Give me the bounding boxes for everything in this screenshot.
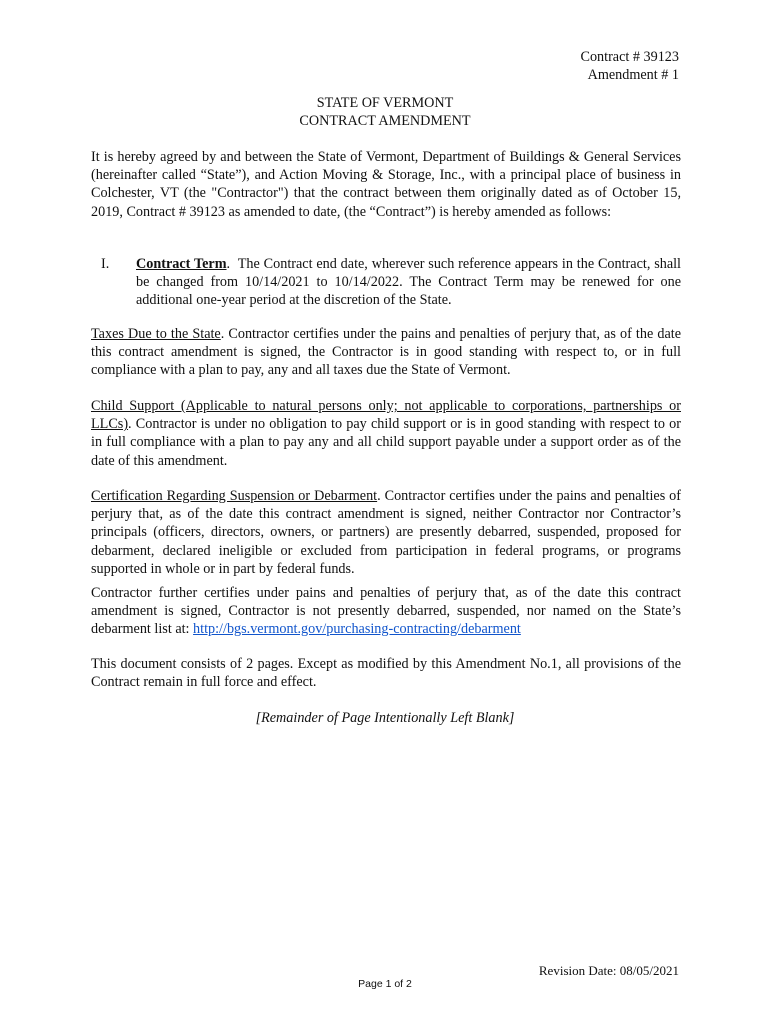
certification-paragraph — [91, 487, 681, 578]
child-support-heading: Child Support (Applicable to natural persons only; not applicable to corporations, partnerships or LLCs) — [91, 398, 681, 433]
item-text: The Contract end date, wherever such reference appears in the Contract, shall be changed from 10/14/2021 to 10/14/2022. The Contract Term may be renewed for one additional one-year period at the discretion of the State. — [136, 256, 682, 309]
page-number: Page 1 of 2 — [358, 978, 412, 990]
child-support-paragraph — [91, 397, 681, 470]
consists-paragraph: This document consists of 2 pages. Except as modified by this Amendment No.1, all provisions of the Contract remain in full force and effect. — [91, 656, 681, 691]
taxes-paragraph — [91, 325, 681, 380]
document-title — [0, 94, 770, 130]
item-contract-term — [136, 255, 681, 310]
closing-note: [Remainder of Page Intentionally Left Blank] — [255, 710, 515, 726]
further-paragraph — [91, 584, 681, 639]
title-line-2: CONTRACT AMENDMENT — [299, 113, 471, 130]
title-line-1: STATE OF VERMONT — [316, 95, 454, 111]
certification-text: . Contractor certifies under the pains and penalties of perjury that, as of the date this contract amendment is signed, neither Contractor nor Contractor’s principals (officers, directors, owners, or partners) are presently debarred, suspended, proposed for debarment, declared ineligible or excluded from participation in federal programs, or programs supported in whole or in part by federal funds. — [91, 488, 681, 577]
amendment-number: Amendment # 1 — [587, 67, 679, 84]
debarment-link[interactable]: http://bgs.vermont.gov/purchasing-contracting/debarment — [193, 621, 521, 638]
item-heading: Contract Term — [136, 256, 227, 272]
revision-date: Revision Date: 08/05/2021 — [538, 963, 679, 978]
contract-header — [580, 48, 679, 84]
further-text: Contractor further certifies under pains and penalties of perjury that, as of the date this contract amendment is signed, Contractor is not presently debarred, suspended, nor named on the State’s debarment list at: — [91, 585, 681, 638]
item-number: I. — [101, 256, 110, 272]
child-support-text: . Contractor is under no obligation to pay child support or is in good standing with respect to or in full compliance with a plan to pay any and all child support payable under a support order as of the date of this amendment. — [91, 416, 681, 469]
taxes-heading: Taxes Due to the State — [91, 326, 221, 342]
certification-heading: Certification Regarding Suspension or Debarment — [91, 488, 378, 504]
taxes-text: . Contractor certifies under the pains and penalties of perjury that, as of the date this contract amendment is signed, the Contractor is in good standing with respect to, or in full compliance with a plan to pay, any and all taxes due the State of Vermont. — [91, 326, 681, 379]
contract-number: Contract # 39123 — [580, 49, 679, 65]
item-heading-punct: . — [226, 256, 231, 272]
intro-paragraph: It is hereby agreed by and between the State of Vermont, Department of Buildings & General Services (hereinafter called “State”), and Action Moving & Storage, Inc., with a principal place of business in Colchester, VT (the "Contractor") that the contract between them originally dated as of October 15, 2019, Contract # 39123 as amended to date, (the “Contract”) is hereby amended as follows: — [91, 149, 681, 220]
